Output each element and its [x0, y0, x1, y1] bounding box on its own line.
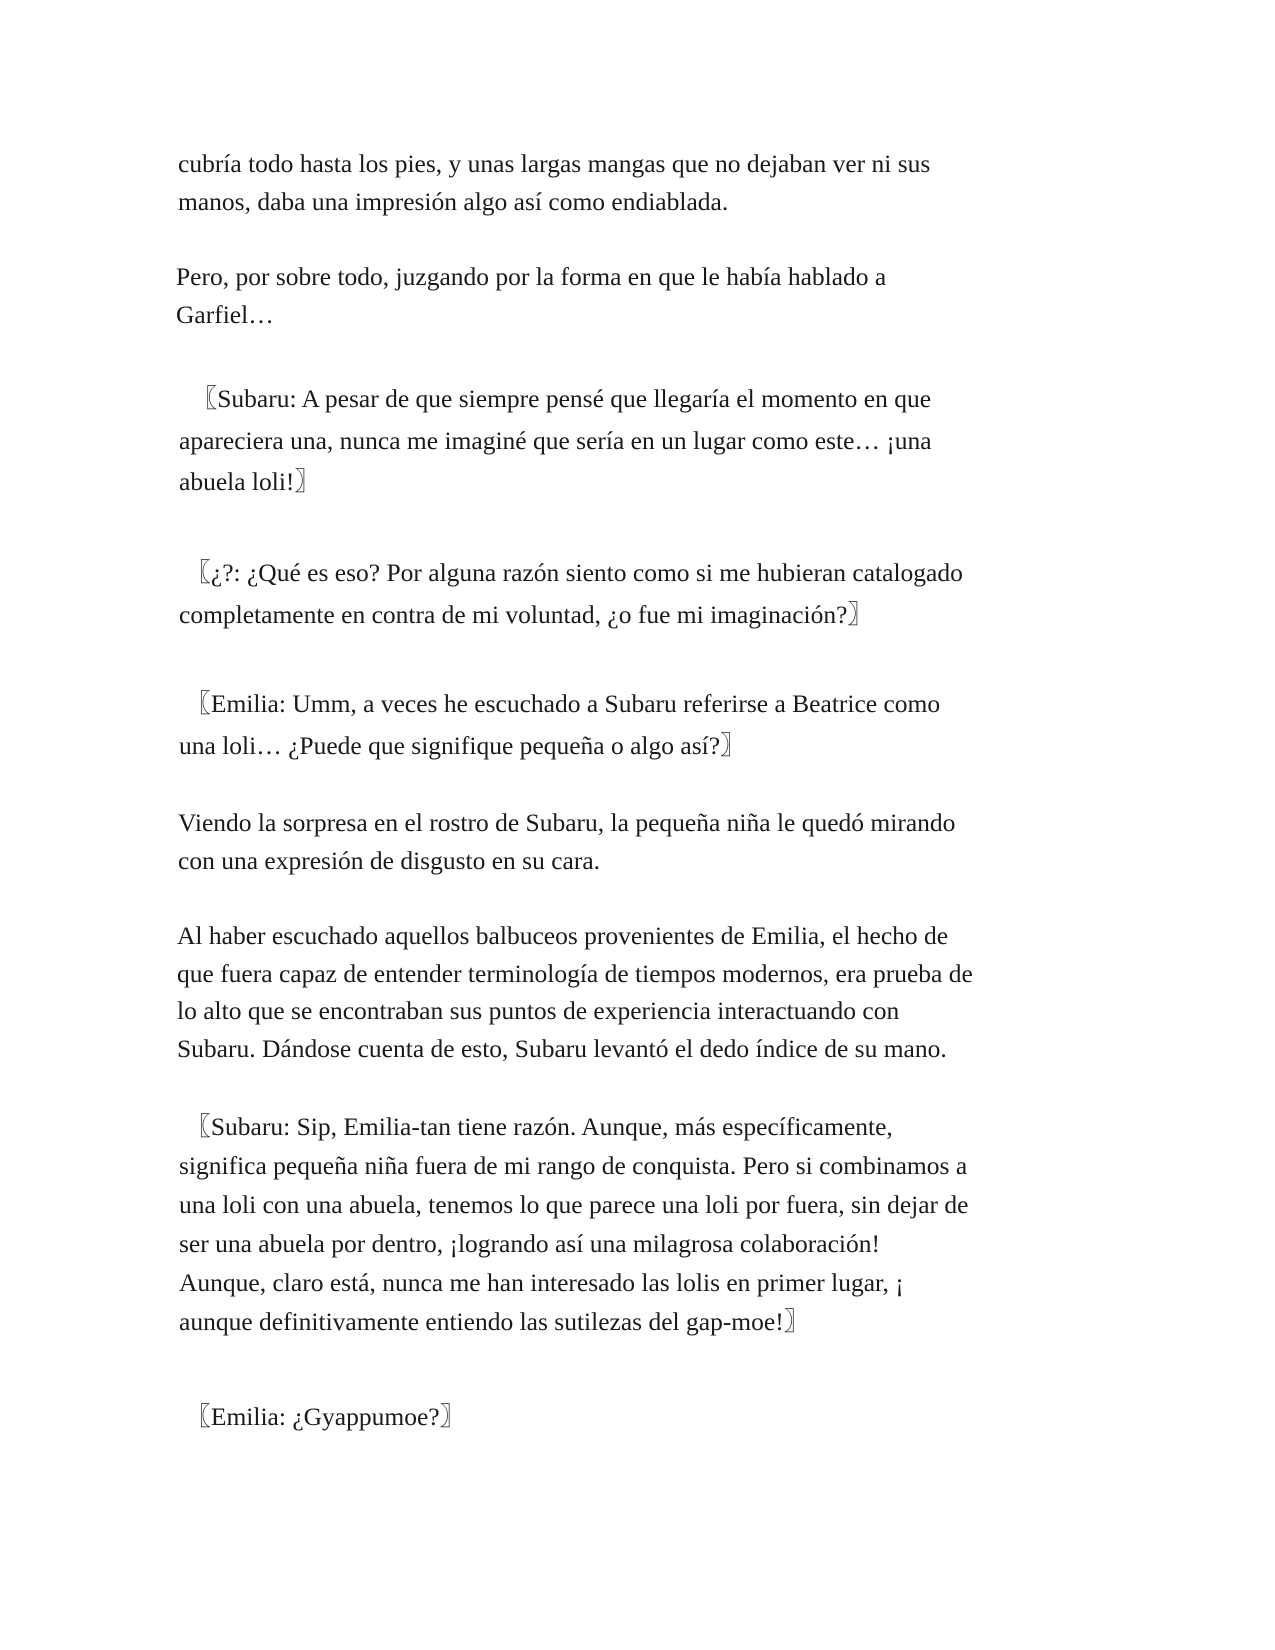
- text-line: aunque definitivamente entiendo las sutilezas del gap-moe!〗: [179, 1307, 810, 1336]
- text-line: una loli… ¿Puede que signifique pequeña o algo así?〗: [179, 730, 746, 760]
- text-line: Garfiel…: [176, 299, 274, 329]
- text-line: 〖Emilia: Umm, a veces he escuchado a Subaru referirse a Beatrice como: [179, 689, 941, 718]
- text-line: manos, daba una impresión algo así como endiablada.: [178, 186, 729, 216]
- text-line: ser una abuela por dentro, ¡logrando así una milagrosa colaboración!: [179, 1229, 880, 1258]
- text-line: completamente en contra de mi voluntad, ¿o fue mi imaginación?〗: [179, 599, 873, 629]
- paragraph-narration: [178, 804, 1108, 879]
- text-line: apareciera una, nunca me imaginé que sería en un lugar como este… ¡una: [179, 425, 932, 455]
- text-line: Al haber escuchado aquellos balbuceos provenientes de Emilia, el hecho de: [177, 921, 949, 950]
- text-line: abuela loli!〗: [179, 467, 320, 496]
- text-line: una loli con una abuela, tenemos lo que parece una loli por fuera, sin dejar de: [179, 1190, 969, 1219]
- text-line: 〖Emilia: ¿Gyappumoe?〗: [179, 1402, 466, 1431]
- paragraph-narration: [176, 258, 1106, 333]
- text-line: Aunque, claro está, nunca me han interesado las lolis en primer lugar, ¡: [179, 1268, 904, 1297]
- paragraph-dialogue-unknown: [179, 552, 1109, 635]
- text-line: Pero, por sobre todo, juzgando por la forma en que le había hablado a: [176, 262, 887, 291]
- text-line: 〖Subaru: A pesar de que siempre pensé que llegaría el momento en que: [179, 384, 932, 413]
- text-line: cubría todo hasta los pies, y unas largas mangas que no dejaban ver ni sus: [178, 149, 931, 178]
- text-line: 〖Subaru: Sip, Emilia-tan tiene razón. Aunque, más específicamente,: [179, 1112, 893, 1141]
- paragraph-dialogue-subaru: [179, 378, 1109, 503]
- paragraph-dialogue-emilia: [179, 683, 1109, 766]
- paragraph-narration: [178, 145, 1108, 220]
- text-line: que fuera capaz de entender terminología de tiempos modernos, era prueba de: [177, 958, 973, 988]
- text-line: significa pequeña niña fuera de mi rango de conquista. Pero si combinamos a: [179, 1151, 968, 1180]
- text-line: con una expresión de disgusto en su cara.: [178, 845, 601, 875]
- paragraph-narration: [177, 917, 1107, 1067]
- paragraph-dialogue-emilia: [179, 1396, 1109, 1438]
- text-line: Viendo la sorpresa en el rostro de Subaru, la pequeña niña le quedó mirando: [178, 808, 956, 837]
- text-line: Subaru. Dándose cuenta de esto, Subaru levantó el dedo índice de su mano.: [177, 1033, 947, 1063]
- text-line: lo alto que se encontraban sus puntos de experiencia interactuando con: [177, 996, 900, 1025]
- paragraph-dialogue-subaru: [179, 1107, 1109, 1341]
- text-line: 〖¿?: ¿Qué es eso? Por alguna razón siento como si me hubieran catalogado: [179, 558, 963, 587]
